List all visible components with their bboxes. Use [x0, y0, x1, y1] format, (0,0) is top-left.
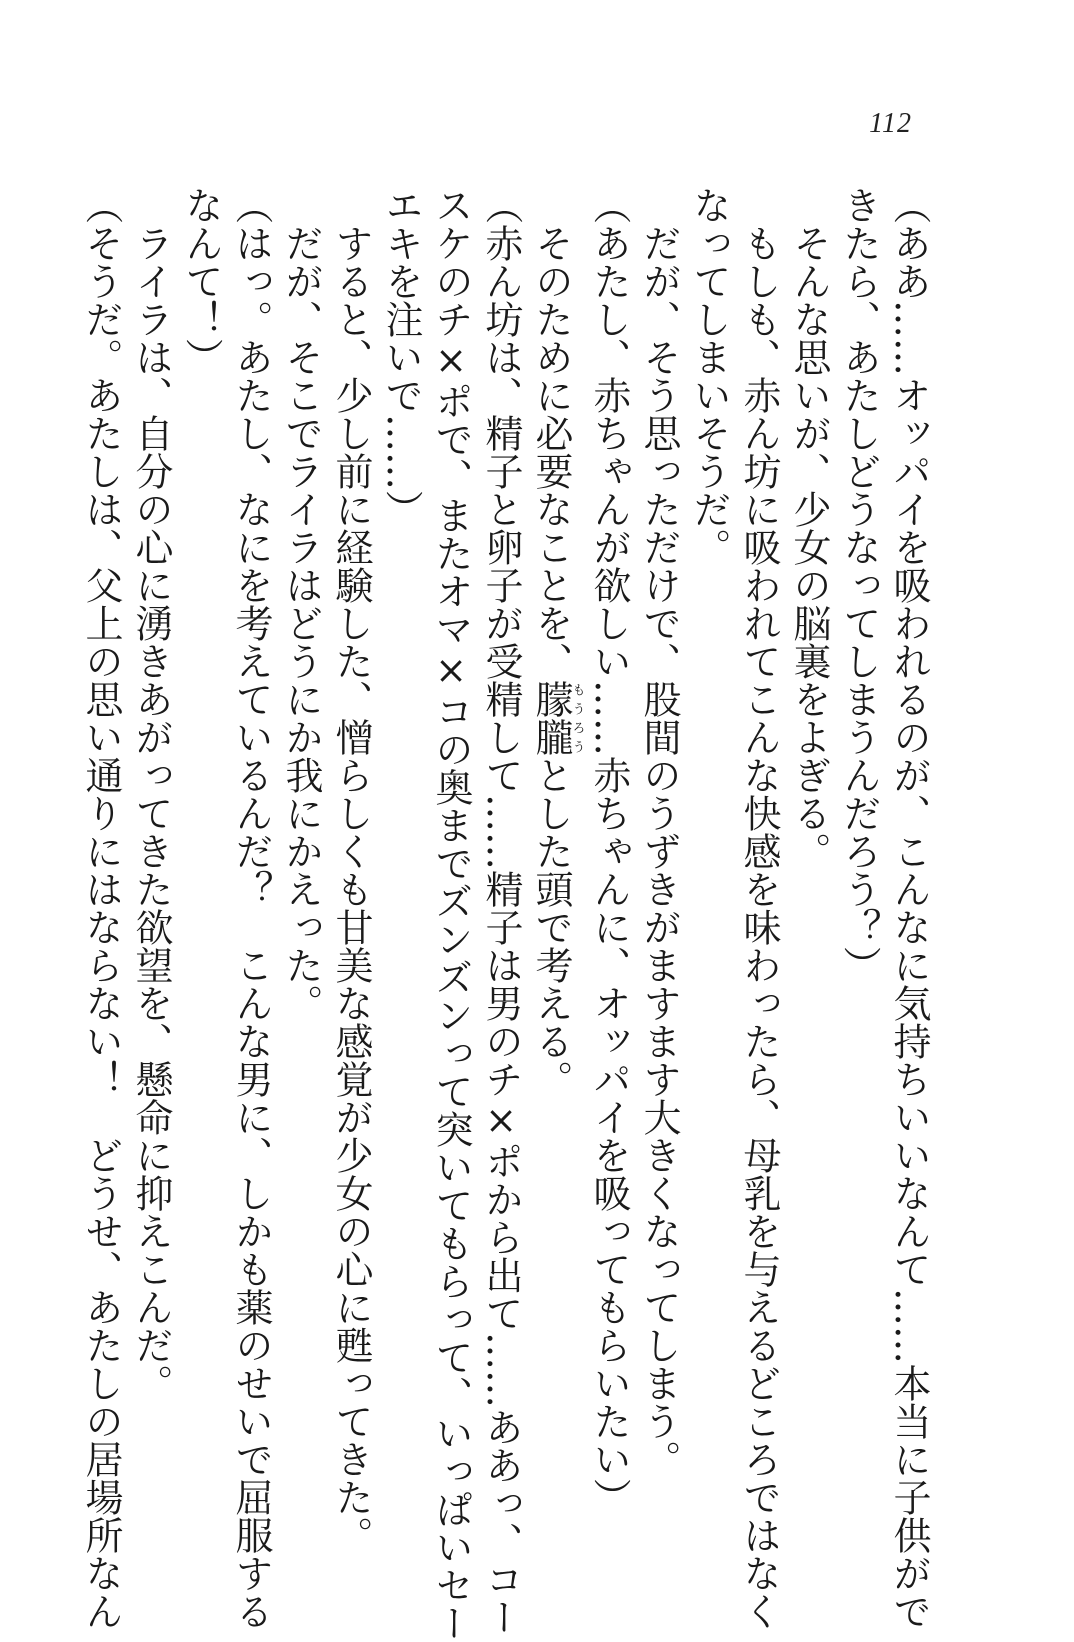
text-segment: そのために必要なことを、: [529, 186, 573, 680]
text-line: すると、少し前に経験した、憎らしくも甘美な感覚が少女の心に甦ってきた。: [329, 186, 373, 1554]
text-line: （そうだ。あたしは、父上の思い通りにはならない！ どうせ、あたしの居場所なん: [79, 186, 123, 1630]
text-line: ライラは、自分の心に湧きあがってきた欲望を、懸命に抑えこんだ。: [129, 186, 173, 1402]
text-line: スケのチ×ポで、またオマ×コの奥までズンズンって突いてもらって、いっぱいセー: [429, 186, 473, 1642]
text-line: （あたし、赤ちゃんが欲しい……赤ちゃんに、オッパイを吸ってもらいたい）: [587, 186, 631, 1516]
text-line: もしも、赤ん坊に吸われてこんな快感を味わったら、母乳を与えるどころではなく: [737, 186, 781, 1630]
text-line: そんな思いが、少女の脳裏をよぎる。: [787, 186, 831, 870]
ruby-annotation: [529, 680, 585, 756]
text-line: なんて！）: [179, 186, 223, 376]
text-line: だが、そこでライラはどうにか我にかえった。: [279, 186, 323, 1022]
text-line: （ああ……オッパイを吸われるのが、こんなに気持ちいいなんて……本当に子供がで: [887, 186, 931, 1630]
ruby-reading: もうろう: [569, 680, 585, 756]
text-line: （赤ん坊は、精子と卵子が受精して……精子は男のチ×ポから出て……ああっ、コー: [479, 186, 523, 1636]
page-number: 112: [869, 108, 912, 139]
text-segment: とした頭で考える。: [529, 756, 573, 1098]
text-line: エキを注いで……）: [379, 186, 423, 528]
body-text: [79, 186, 934, 1642]
text-line: きたら、あたしどうなってしまうんだろう？）: [837, 186, 881, 984]
text-line: だが、そう思っただけで、股間のうずきがますます大きくなってしまう。: [637, 186, 681, 1478]
text-line: なってしまいそうだ。: [687, 186, 731, 566]
text-line: （はっ。あたし、なにを考えているんだ？ こんな男に、しかも薬のせいで屈服する: [229, 186, 273, 1630]
text-line-with-ruby: [526, 186, 584, 1486]
ruby-base: 朦朧: [529, 680, 573, 756]
